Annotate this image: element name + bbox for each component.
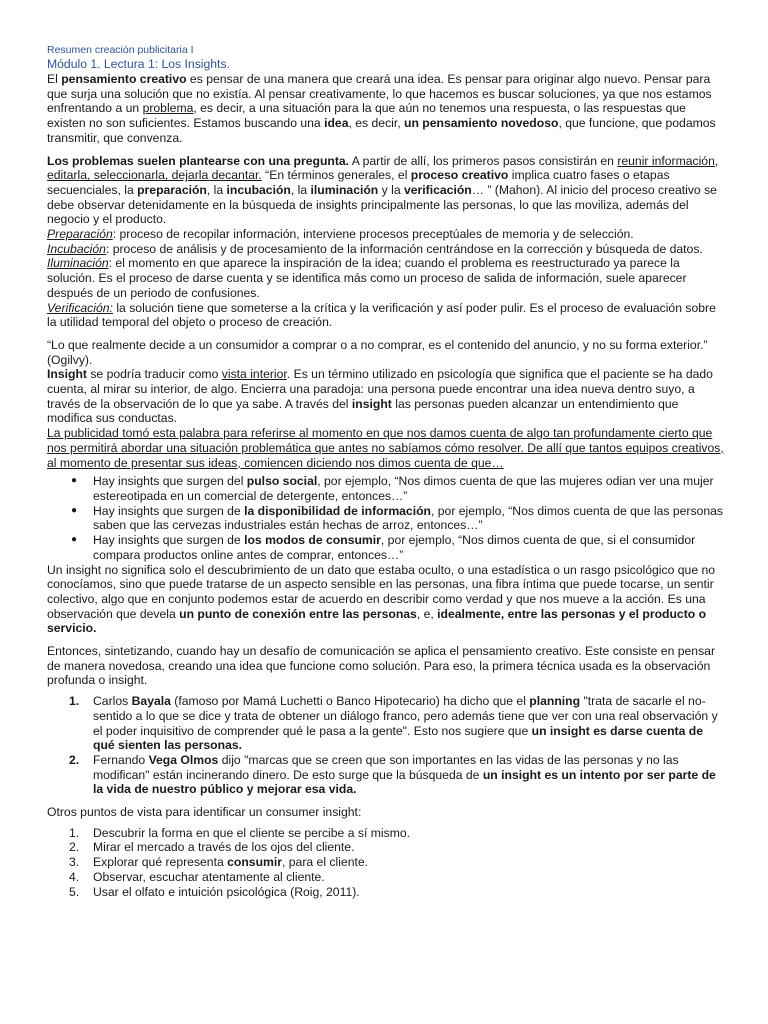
list-item: 1. Carlos Bayala (famoso por Mamá Luchetti o Banco Hipotecario) ha dicho que el planning "trata de sacarle el no-sentido a lo que se dice y trata de obtener un diálogo franco, pero además tiene que ver con una real observación y el poder inquisitivo de comprender qué le pasa a la gente". Esto nos sugiere que un insight es darse cuenta de qué sienten las personas. — [69, 694, 718, 753]
list-item: ● Hay insights que surgen de la disponibilidad de información, por ejemplo, “Nos dimos cuenta de que las personas saben que las cervezas industriales están hechas de arroz, entonces…” — [71, 503, 723, 533]
bullet-icon: ● — [71, 475, 78, 487]
list-item: ● Hay insights que surgen del pulso social, por ejemplo, “Nos dimos cuenta de que las mujeres odian ver una mujer estereotipada en un comercial de detergente, entonces…” — [71, 474, 714, 503]
list-item: 2. Fernando Vega Olmos dijo "marcas que se creen que son importantes en las vidas de las personas y no las modifican" están incinerando dinero. De esto surge que la búsqueda de un insight es un intento por ser parte de la vida de nuestro público y mejorar esa vida. — [69, 752, 716, 797]
bullet-icon: ● — [71, 534, 78, 546]
list-item: 3. Explorar qué representa consumir, para el cliente. — [69, 855, 369, 870]
list-item: 4. Observar, escuchar atentamente al cliente. — [69, 869, 325, 884]
ogilvy-quote: “Lo que realmente decide a un consumidor a comprar o a no comprar, es el contenido del anuncio, y no su forma exterior.” (Ogilvy). — [47, 337, 708, 367]
experts-list — [47, 694, 727, 797]
paragraph-insight-meaning: Un insight no significa solo el descubrimiento de un dato que estaba oculto, o una estadística o un rasgo psicológico que no conocíamos, sino que puede tratarse de un aspecto sensible en las personas, una fibra íntima que puede tocarse, un sentir colectivo, algo que en conjunto podemos estar de acuerdo en describir como verdad y que nos mueve a la acción. Es una observación que devela un punto de conexión entre las personas, e, idealmente, entre las personas y el producto o servicio. — [47, 562, 716, 636]
paragraph-summary: Entonces, sintetizando, cuando hay un desafío de comunicación se aplica el pensamiento creativo. Este consiste en pensar de manera novedosa, creando una idea que funcione como solución. Para eso, la primera técnica usada es la observación profunda o insight. — [47, 644, 716, 688]
paragraph-creative-process: Los problemas suelen plantearse con una pregunta. A partir de allí, los primeros pasos consistirán en reunir información, editarla, seleccionarla, dejarla decantar. “En términos generales, el proceso creativo implica cuatro fases o etapas secuenciales, la preparación, la incubación, la iluminación y la verificación… ” (Mahon). Al inicio del proceso creativo se debe observar detenidamente en la búsqueda de insights principalmente las personas, lo que las moviliza, además del negocio y el producto. — [47, 153, 719, 227]
document-page — [47, 44, 727, 899]
list-item: ● Hay insights que surgen de los modos de consumir, por ejemplo, “Nos dimos cuenta de que, si el consumidor compara productos online antes de comprar, entonces…” — [71, 533, 696, 562]
stage-iluminacion: Iluminación: el momento en que aparece la inspiración de la idea; cuando el problema es reestructurado ya parece la solución. Es el proceso de darse cuenta y se identifica más como un proceso de salida de información, suele aparecer después de un periodo de confusiones. — [47, 256, 687, 300]
paragraph-advertising-insight: La publicidad tomó esta palabra para referirse al momento en que nos damos cuenta de algo tan profundamente cierto que nos permitirá abordar una situación problemática que antes no sabíamos cómo resolver. De allí que tantos equipos creativos, al momento de presentar sus ideas, comiencen diciendo nos dimos cuenta de que… — [47, 426, 724, 470]
stage-verificacion: Verificación: la solución tiene que someterse a la crítica y la verificación y así poder pulir. Es el proceso de evaluación sobre la utilidad temporal del objeto o proceso de creación. — [47, 300, 716, 330]
others-intro: Otros puntos de vista para identificar un consumer insight: — [47, 805, 362, 820]
document-kicker: Resumen creación publicitaria I — [47, 44, 194, 56]
paragraph-creative-thinking: El pensamiento creativo es pensar de una manera que creará una idea. Es pensar para originar algo nuevo. Pensar para que surja una solución que no existía. Al pensar creativamente, lo que hacemos es buscar soluciones, ya que nos estamos enfrentando a un problema, es decir, a una situación para la que aún no tenemos una respuesta, o las respuestas que existen no son suficientes. Estamos buscando una idea, es decir, un pensamiento novedoso, que funcione, que podamos transmitir, que convenza. — [47, 72, 716, 145]
list-item: 1. Descubrir la forma en que el cliente se percibe a sí mismo. — [69, 825, 411, 840]
module-heading: Módulo 1. Lectura 1: Los Insights. — [47, 57, 230, 71]
insight-sources-list — [47, 474, 727, 562]
list-item: 5. Usar el olfato e intuición psicológica (Roig, 2011). — [69, 884, 360, 899]
stage-incubacion: Incubación: proceso de análisis y de procesamiento de la información centrándose en la corrección y búsqueda de datos. — [47, 241, 703, 256]
stage-preparacion: Preparación: proceso de recopilar información, interviene procesos preceptúales de memoria y de selección. — [47, 227, 634, 242]
consumer-insight-list — [47, 826, 727, 900]
paragraph-insight-definition: Insight se podría traducir como vista interior. Es un término utilizado en psicología que significa que el paciente se ha dado cuenta, al mirar su interior, de algo. Encierra una paradoja: una persona puede encontrar una idea nueva dentro suyo, a través de la observación de lo que ya sabe. A través del insight las personas pueden alcanzar un entendimiento que modifica sus conductas. — [47, 367, 713, 426]
bullet-icon: ● — [71, 504, 78, 516]
list-item: 2. Mirar el mercado a través de los ojos del cliente. — [69, 840, 355, 855]
